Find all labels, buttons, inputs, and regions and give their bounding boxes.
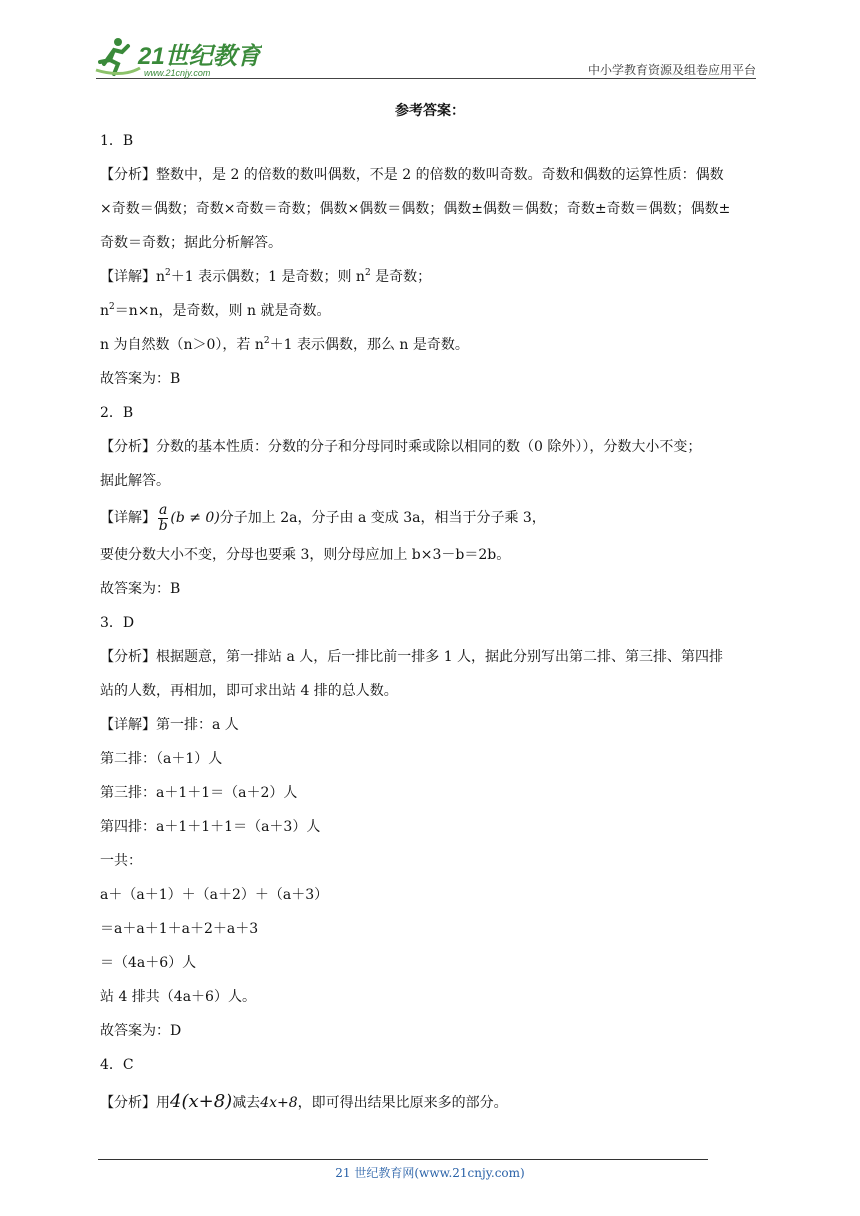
platform-name: 中小学教育资源及组卷应用平台 <box>587 63 756 77</box>
q1-detail: 【详解】$n^2+1$ 表示偶数；1 是奇数；则 $n^2$ 是奇数； <box>100 268 432 285</box>
site-logo <box>92 34 262 82</box>
q3-analysis-line-1: 【分析】根据题意，第一排站 a 人，后一排比前一排多 1 人，据此分别写出第二排、第三排、第四排 <box>100 649 724 665</box>
q3-analysis-line-2: 站的人数，再相加，即可求出站 4 排的总人数。 <box>100 683 398 699</box>
fraction-a-over-b: $\frac{a}{b}$ <box>158 501 168 534</box>
q3-detail-line: 第三排：a＋1＋1＝（a＋2）人 <box>100 785 298 801</box>
answer-content <box>100 124 762 1122</box>
q2-conclusion: 故答案为：B <box>100 581 181 597</box>
q3-detail-line: a＋（a＋1）＋（a＋2）＋（a＋3） <box>100 887 329 903</box>
q4-analysis: 【分析】用4(x+8)减去4x+8，即可得出结果比原来多的部分。 <box>100 1091 508 1112</box>
expr-4-x-plus-8: 4(x+8) <box>170 1091 233 1112</box>
q2-detail: 【详解】 $\frac{a}{b}$ (b ≠ 0)分子加上 2a，分子由 a 变成 3a，相当于分子乘 3， <box>100 501 546 534</box>
q1-detail-line-2: $n^2=n\times n$，是奇数，则 n 就是奇数。 <box>100 302 331 319</box>
q1-analysis <box>100 158 762 260</box>
logo-text: 21世纪教育 <box>138 43 261 70</box>
q3-detail-line: 站 4 排共（4a＋6）人。 <box>100 989 256 1005</box>
q1-analysis-line-3: 奇数＝奇数；据此分析解答。 <box>100 235 282 251</box>
q1-analysis-line-1: 【分析】整数中，是 2 的倍数的数叫偶数，不是 2 的倍数的数叫奇数。奇数和偶数的运算性质：偶数 <box>100 167 724 183</box>
q1-answer: 1．B <box>100 133 134 149</box>
q3-detail-line: 第二排：（a＋1）人 <box>100 751 223 767</box>
q2-analysis-line-1: 【分析】分数的基本性质：分数的分子和分母同时乘或除以相同的数（0 除外）），分数大小不变； <box>100 439 702 455</box>
header-divider <box>96 78 756 79</box>
q3-detail-line: 【详解】第一排：a 人 <box>100 717 239 733</box>
footer-link[interactable]: 21 世纪教育网(www.21cnjy.com) <box>335 1166 525 1180</box>
q3-detail-line: ＝a＋a＋1＋a＋2＋a＋3 <box>100 921 259 937</box>
q3-detail-line: 一共： <box>100 853 142 869</box>
q2-detail-line-2: 要使分数大小不变，分母也要乘 3，则分母应加上 b×3－b＝2b。 <box>100 547 511 563</box>
q1-detail-line-3: n 为自然数（n＞0），若 $n^2+1$ 表示偶数，那么 n 是奇数。 <box>100 336 469 353</box>
q4-answer: 4．C <box>100 1057 134 1073</box>
expr-4x-plus-8: 4x+8 <box>260 1095 298 1111</box>
q3-detail-line: 第四排：a＋1＋1＋1＝（a＋3）人 <box>100 819 321 835</box>
q2-answer: 2．B <box>100 405 134 421</box>
q2-analysis-line-2: 据此解答。 <box>100 473 170 489</box>
footer-divider <box>98 1159 708 1160</box>
q3-conclusion: 故答案为：D <box>100 1023 182 1039</box>
q1-analysis-line-2: ×奇数＝偶数；奇数×奇数＝奇数；偶数×偶数＝偶数；偶数±偶数＝偶数；奇数±奇数＝偶数；偶数± <box>100 201 731 217</box>
q3-answer: 3．D <box>100 615 135 631</box>
q1-conclusion: 故答案为：B <box>100 371 181 387</box>
logo-url: www.21cnjy.com <box>144 68 211 78</box>
page-title: 参考答案： <box>395 103 465 119</box>
q3-detail-line: ＝（4a＋6）人 <box>100 955 197 971</box>
